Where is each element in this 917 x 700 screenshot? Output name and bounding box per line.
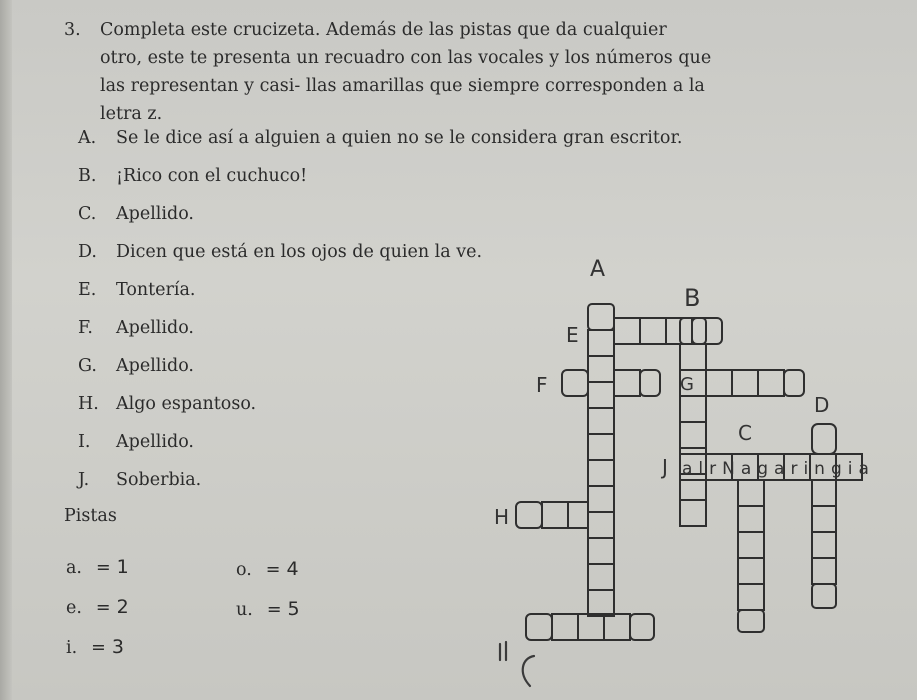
handwritten-j: J [662, 455, 668, 479]
pen-mark-i [500, 642, 506, 660]
pista-a: a. = 1 [66, 556, 129, 578]
pista-e: e. = 2 [66, 596, 129, 618]
pista-i: i. = 3 [66, 636, 124, 658]
clue-c: C. Apellido. [78, 204, 194, 224]
handwritten-answer-j: alrNagaringia [682, 459, 875, 479]
handwritten-a: A [590, 257, 606, 282]
pista-o: o. = 4 [236, 558, 299, 580]
pistas-title: Pistas [64, 506, 117, 526]
crossword-grid [470, 248, 917, 700]
handwritten-h: H [494, 505, 510, 529]
clue-d: D. Dicen que está en los ojos de quien la ve. [78, 242, 483, 262]
clue-j: J. Soberbia. [78, 470, 202, 490]
crossword-column-b [680, 318, 706, 526]
clue-a: A. Se le dice así a alguien a quien no se le considera gran escritor. [78, 128, 683, 148]
pen-mark [523, 656, 534, 686]
clue-h: H. Algo espantoso. [78, 394, 257, 414]
handwritten-e: E [566, 323, 579, 347]
clue-i: I. Apellido. [78, 432, 194, 452]
exercise-instructions [64, 16, 714, 128]
handwritten-b: B [684, 284, 701, 312]
handwritten-c: C [738, 421, 752, 445]
crossword-row-g [706, 370, 804, 396]
pista-u: u. = 5 [236, 598, 300, 620]
clue-g: G. Apellido. [78, 356, 194, 376]
crossword-column-d [812, 424, 836, 608]
crossword-column-c [738, 480, 764, 632]
exercise-number: 3. [64, 20, 81, 40]
crossword-svg [470, 248, 917, 700]
crossword-row-h [516, 502, 588, 528]
clue-f: F. Apellido. [78, 318, 194, 338]
crossword-row-i [526, 614, 654, 640]
clue-b: B. ¡Rico con el cuchuco! [78, 166, 308, 186]
page-edge [0, 0, 12, 700]
handwritten-d: D [814, 393, 830, 417]
handwritten-g: G [680, 374, 694, 395]
handwritten-f: F [536, 373, 548, 397]
crossword-column-a [588, 304, 614, 616]
exercise-text: Completa este crucizeta. Además de las pistas que da cualquier otro, este te presenta un recuadro con las vocales y los números que las representan y casi- llas amarillas que siempre corresponden a la letra z. [100, 20, 712, 124]
clue-e: E. Tontería. [78, 280, 196, 300]
